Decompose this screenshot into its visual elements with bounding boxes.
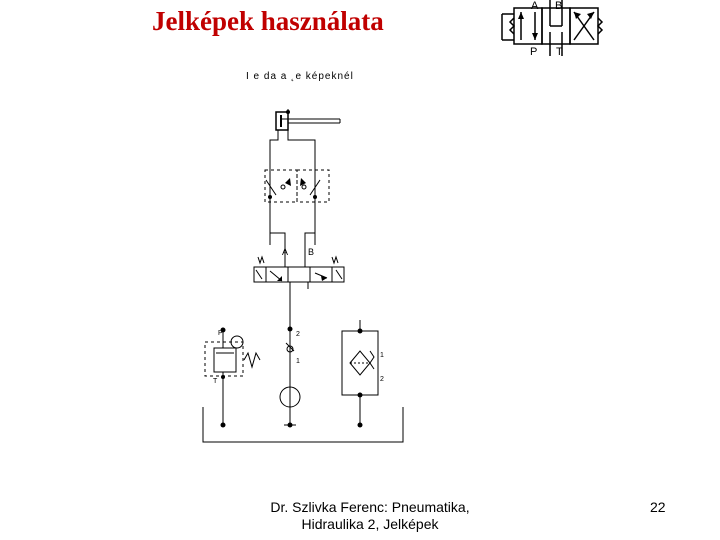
hydraulic-circuit-diagram xyxy=(190,95,415,445)
hydraulic-cylinder xyxy=(276,109,340,130)
slide-title: Jelképek használata xyxy=(152,6,384,36)
return-line-filter xyxy=(342,331,378,395)
circuit-port-a: A xyxy=(282,247,289,257)
footer-author: Dr. Szlivka Ferenc: Pneumatika, xyxy=(270,499,470,515)
check-port-1: 1 xyxy=(296,358,300,365)
page-number: 22 xyxy=(650,499,666,515)
relief-port-p: P xyxy=(218,330,223,337)
relief-port-t: T xyxy=(213,378,218,385)
valve-port-p: P xyxy=(530,46,538,56)
filter-port-1: 1 xyxy=(380,352,384,359)
directional-control-valve xyxy=(254,257,344,282)
circuit-port-b: B xyxy=(308,247,315,257)
valve-port-b: B xyxy=(555,0,563,12)
pressure-relief-valve xyxy=(205,336,260,376)
valve-box-left xyxy=(514,8,542,44)
valve-port-a: A xyxy=(531,0,539,12)
valve-port-t: T xyxy=(556,46,563,56)
diagram-caption: I e da a ˛e képeknél xyxy=(246,71,354,82)
slide-footer xyxy=(240,499,500,533)
footer-course: Hidraulika 2, Jelképek xyxy=(301,516,439,532)
check-port-2: 2 xyxy=(296,331,300,338)
filter-port-2: 2 xyxy=(380,376,384,383)
directional-valve-symbol xyxy=(490,0,605,56)
